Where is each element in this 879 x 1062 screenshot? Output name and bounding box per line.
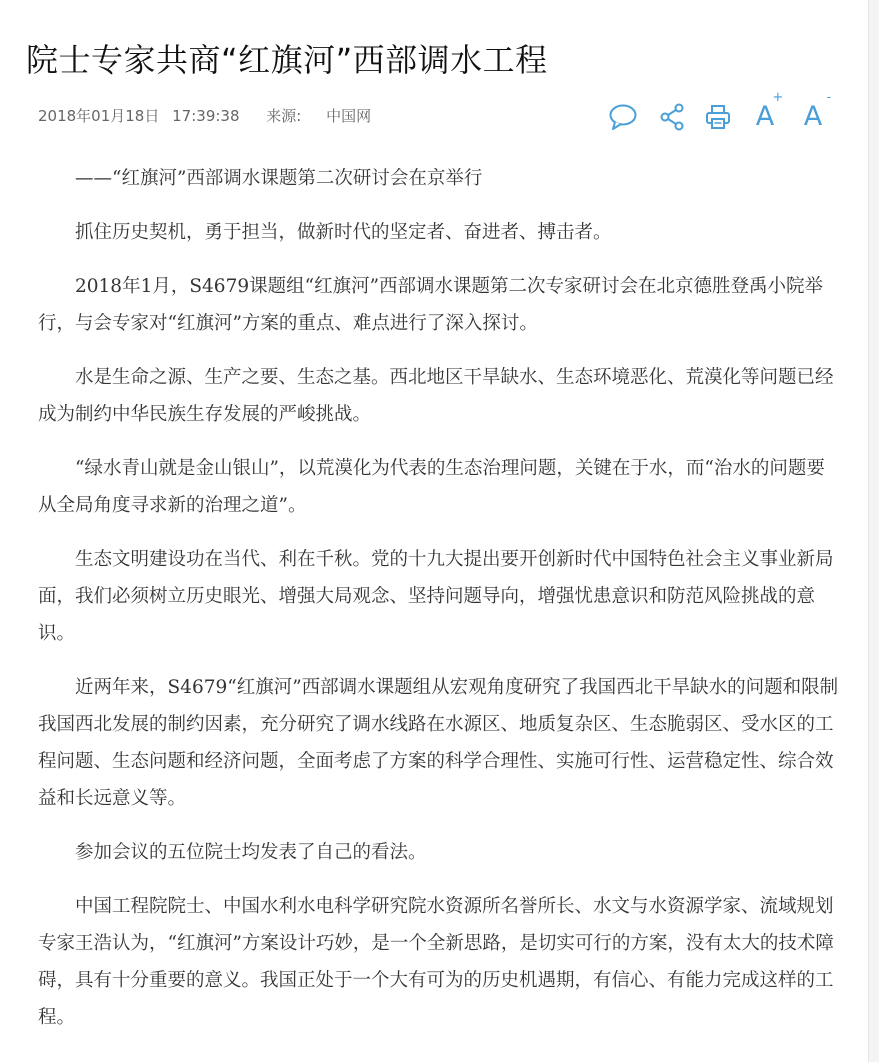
publish-date: 2018年01月18日 [38, 107, 160, 125]
print-icon [704, 103, 732, 131]
share-button[interactable] [653, 98, 691, 136]
publish-time: 17:39:38 [172, 107, 240, 125]
paragraph: 生态文明建设功在当代、利在千秋。党的十九大提出要开创新时代中国特色社会主义事业新局面，我们必须树立历史眼光、增强大局观念、坚持问题导向，增强忧患意识和防范风险挑战的意识。 [38, 549, 834, 644]
article-meta [38, 104, 371, 128]
scrollbar-track[interactable] [868, 0, 879, 1062]
article-toolbar [600, 90, 840, 136]
paragraph: 中国工程院院士、中国水利水电科学研究院水资源所名誉所长、水文与水资源学家、流域规划专家王浩认为，“红旗河”方案设计巧妙，是一个全新思路，是切实可行的方案，没有太大的技术障碍，具有十分重要的意义。我国正处于一个大有可为的历史机遇期，有信心、有能力完成这样的工程。 [38, 896, 834, 1028]
article-subtitle: ——“红旗河”西部调水课题第二次研讨会在京举行 [75, 168, 483, 189]
paragraph: 参加会议的五位院士均发表了自己的看法。 [75, 842, 427, 863]
paragraph: “绿水青山就是金山银山”，以荒漠化为代表的生态治理问题，关键在于水，而“治水的问题要从全局角度寻求新的治理之道”。 [38, 458, 825, 516]
paragraph: 近两年来，S4679“红旗河”西部调水课题组从宏观角度研究了我国西北干旱缺水的问题和限制我国西北发展的制约因素，充分研究了调水线路在水源区、地质复杂区、生态脆弱区、受水区的工程问题、生态问题和经济问题，全面考虑了方案的科学合理性、实施可行性、运营稳定性、综合效益和长远意义等。 [38, 677, 839, 809]
article-body [38, 160, 841, 1053]
comment-icon [608, 103, 638, 131]
source-label: 来源: [266, 107, 302, 125]
font-increase-button[interactable] [746, 90, 784, 136]
share-icon [659, 103, 685, 131]
font-increase-icon: A + [755, 90, 784, 132]
comment-button[interactable] [604, 98, 642, 136]
font-decrease-icon: A - [803, 90, 832, 132]
paragraph: 2018年1月，S4679课题组“红旗河”西部调水课题第二次专家研讨会在北京德胜登禹小院举行，与会专家对“红旗河”方案的重点、难点进行了深入探讨。 [38, 276, 824, 334]
paragraph: 水是生命之源、生产之要、生态之基。西北地区干旱缺水、生态环境恶化、荒漠化等问题已经成为制约中华民族生存发展的严峻挑战。 [38, 367, 834, 425]
article-title: 院士专家共商“红旗河”西部调水工程 [26, 41, 548, 79]
font-decrease-button[interactable] [794, 90, 832, 136]
source-name[interactable]: 中国网 [326, 107, 372, 125]
print-button[interactable] [699, 98, 737, 136]
paragraph: 抓住历史契机，勇于担当，做新时代的坚定者、奋进者、搏击者。 [75, 222, 612, 243]
